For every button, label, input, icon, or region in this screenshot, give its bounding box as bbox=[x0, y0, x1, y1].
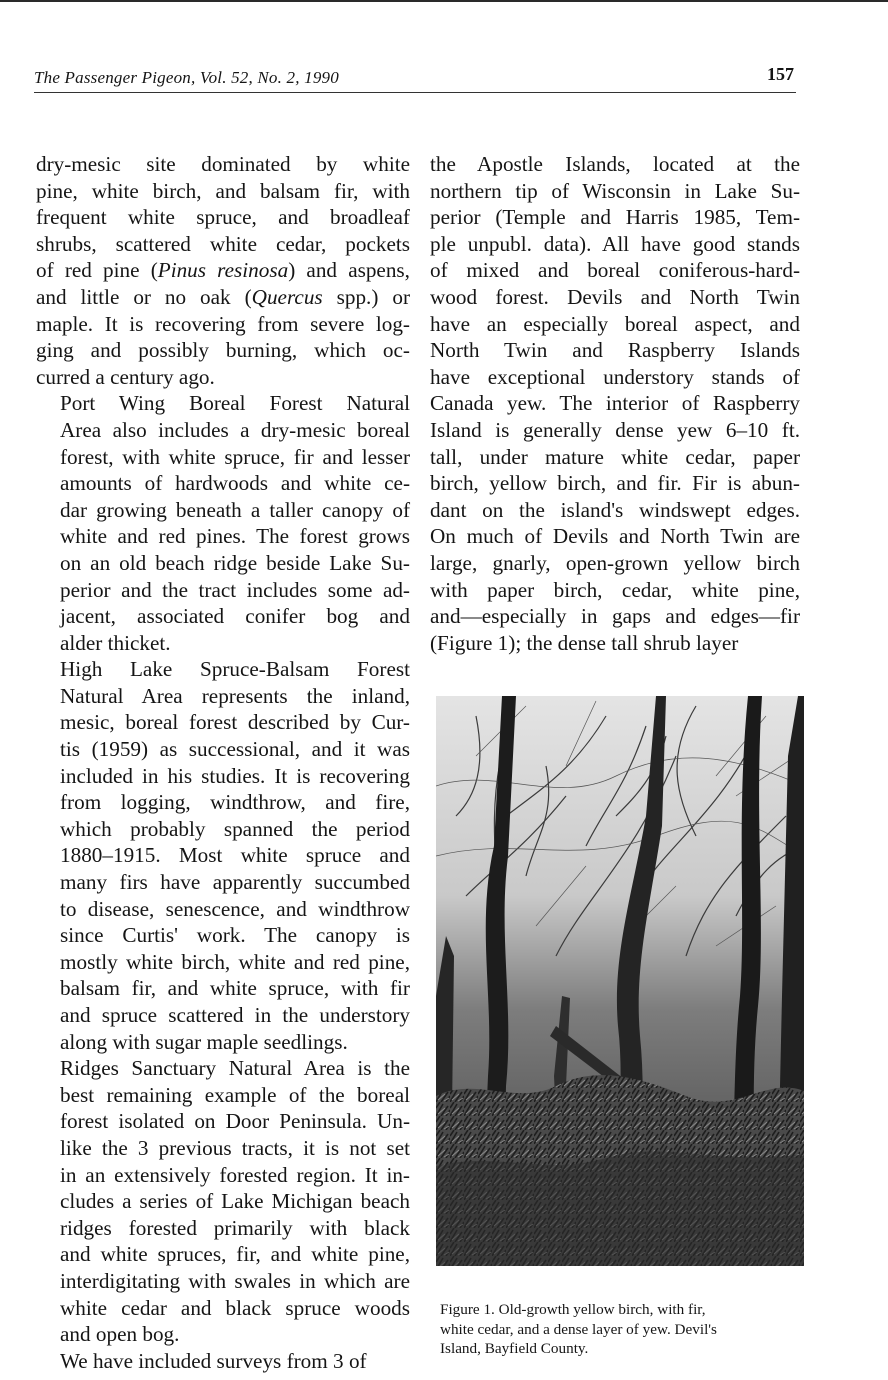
text-line: Natural Area represents the inland, bbox=[60, 683, 410, 708]
text-line: ging and possibly burning, which oc- bbox=[36, 338, 410, 363]
text-line: Ridges Sanctuary Natural Area is the bbox=[60, 1056, 410, 1081]
left-column-paragraph bbox=[36, 151, 410, 390]
text-line: to disease, senescence, and windthrow bbox=[60, 896, 410, 921]
text-line: Canada yew. The interior of Raspberry bbox=[430, 391, 800, 416]
running-header bbox=[34, 64, 796, 94]
text-line: alder thicket. bbox=[60, 630, 171, 655]
left-column-paragraph bbox=[36, 1348, 410, 1375]
text-line: perior and the tract includes some ad- bbox=[60, 577, 410, 602]
italic-term: Quercus bbox=[251, 284, 323, 309]
left-column-paragraph bbox=[36, 656, 410, 1055]
text-line: included in his studies. It is recovering bbox=[60, 763, 410, 788]
text-line: We have included surveys from 3 of bbox=[60, 1348, 367, 1373]
text-line: On much of Devils and North Twin are bbox=[430, 524, 800, 549]
right-column-paragraph bbox=[430, 151, 800, 656]
right-text-column bbox=[430, 151, 800, 656]
text-line: wood forest. Devils and North Twin bbox=[430, 284, 800, 309]
caption-line: white cedar, and a dense layer of yew. Devil's bbox=[440, 1320, 717, 1338]
text-line: ridges forested primarily with black bbox=[60, 1215, 410, 1240]
header-rule bbox=[34, 92, 796, 93]
journal-citation: The Passenger Pigeon, Vol. 52, No. 2, 1990 bbox=[34, 68, 339, 87]
page-number: 157 bbox=[767, 64, 794, 84]
text-line: in an extensively forested region. It in- bbox=[60, 1162, 410, 1187]
text-line: dant on the island's windswept edges. bbox=[430, 497, 800, 522]
text-line: tall, under mature white cedar, paper bbox=[430, 444, 800, 469]
text-line: and white spruces, fir, and white pine, bbox=[60, 1242, 410, 1267]
text-line: and—especially in gaps and edges—fir bbox=[430, 604, 800, 629]
text-line: jacent, associated conifer bog and bbox=[60, 604, 410, 629]
text-line: large, gnarly, open-grown yellow birch bbox=[430, 550, 800, 575]
text-line: since Curtis' work. The canopy is bbox=[60, 923, 410, 948]
text-line: have exceptional understory stands of bbox=[430, 364, 800, 389]
text-line: like the 3 previous tracts, it is not set bbox=[60, 1135, 410, 1160]
text-line: curred a century ago. bbox=[36, 364, 215, 389]
text-line: the Apostle Islands, located at the bbox=[430, 152, 800, 176]
text-line: of mixed and boreal coniferous-hard- bbox=[430, 258, 800, 283]
text-line: many firs have apparently succumbed bbox=[60, 870, 410, 895]
left-column-paragraph bbox=[36, 1055, 410, 1348]
text-line: amounts of hardwoods and white ce- bbox=[60, 471, 410, 496]
text-line: of red pine (Pinus resinosa) and aspens, bbox=[36, 258, 410, 283]
text-line: have an especially boreal aspect, and bbox=[430, 311, 800, 336]
text-line: maple. It is recovering from severe log- bbox=[36, 311, 410, 336]
text-line: (Figure 1); the dense tall shrub layer bbox=[430, 630, 739, 655]
text-line: tis (1959) as successional, and it was bbox=[60, 737, 410, 762]
text-line: dar growing beneath a taller canopy of bbox=[60, 497, 410, 522]
text-line: interdigitating with swales in which are bbox=[60, 1268, 410, 1293]
figure-1-caption bbox=[440, 1300, 800, 1359]
text-line: with paper birch, cedar, white pine, bbox=[430, 577, 800, 602]
text-line: white and red pines. The forest grows bbox=[60, 524, 410, 549]
text-line: Island is generally dense yew 6–10 ft. bbox=[430, 417, 800, 442]
text-line: white cedar and black spruce woods bbox=[60, 1295, 410, 1320]
text-line: balsam fir, and white spruce, with fir bbox=[60, 976, 410, 1001]
text-line: and spruce scattered in the understory bbox=[60, 1003, 410, 1027]
text-line: pine, white birch, and balsam fir, with bbox=[36, 178, 410, 203]
text-line: along with sugar maple seedlings. bbox=[60, 1029, 348, 1054]
text-line: frequent white spruce, and broadleaf bbox=[36, 205, 410, 230]
text-line: North Twin and Raspberry Islands bbox=[430, 338, 800, 363]
text-line: northern tip of Wisconsin in Lake Su- bbox=[430, 178, 800, 203]
text-line: on an old beach ridge beside Lake Su- bbox=[60, 550, 410, 575]
left-text-column bbox=[36, 151, 410, 1374]
text-line: best remaining example of the boreal bbox=[60, 1082, 410, 1107]
caption-line: Island, Bayfield County. bbox=[440, 1340, 589, 1357]
text-line: Area also includes a dry-mesic boreal bbox=[60, 417, 410, 442]
text-line: birch, yellow birch, and fir. Fir is abun- bbox=[430, 471, 800, 496]
text-line: mesic, boreal forest described by Cur- bbox=[60, 710, 410, 735]
text-line: which probably spanned the period bbox=[60, 816, 410, 841]
text-line: shrubs, scattered white cedar, pockets bbox=[36, 231, 410, 256]
text-line: and open bog. bbox=[60, 1322, 180, 1347]
text-line: Port Wing Boreal Forest Natural bbox=[60, 391, 410, 416]
left-column-paragraph bbox=[36, 390, 410, 656]
text-line: cludes a series of Lake Michigan beach bbox=[60, 1189, 410, 1214]
italic-term: Pinus resinosa bbox=[157, 258, 289, 283]
caption-line: Figure 1. Old-growth yellow birch, with fir, bbox=[440, 1301, 706, 1318]
figure-1-photograph bbox=[436, 696, 804, 1266]
text-line: 1880–1915. Most white spruce and bbox=[60, 843, 410, 868]
text-line: mostly white birch, white and red pine, bbox=[60, 949, 410, 974]
text-line: and little or no oak (Quercus spp.) or bbox=[36, 284, 410, 309]
text-line: perior (Temple and Harris 1985, Tem- bbox=[430, 205, 800, 230]
page-top-border bbox=[0, 0, 888, 2]
text-line: forest isolated on Door Peninsula. Un- bbox=[60, 1109, 410, 1134]
text-line: dry-mesic site dominated by white bbox=[36, 152, 410, 176]
text-line: from logging, windthrow, and fire, bbox=[60, 790, 410, 815]
text-line: forest, with white spruce, fir and lesser bbox=[60, 444, 410, 469]
text-line: High Lake Spruce-Balsam Forest bbox=[60, 657, 410, 682]
text-line: ple unpubl. data). All have good stands bbox=[430, 231, 800, 256]
